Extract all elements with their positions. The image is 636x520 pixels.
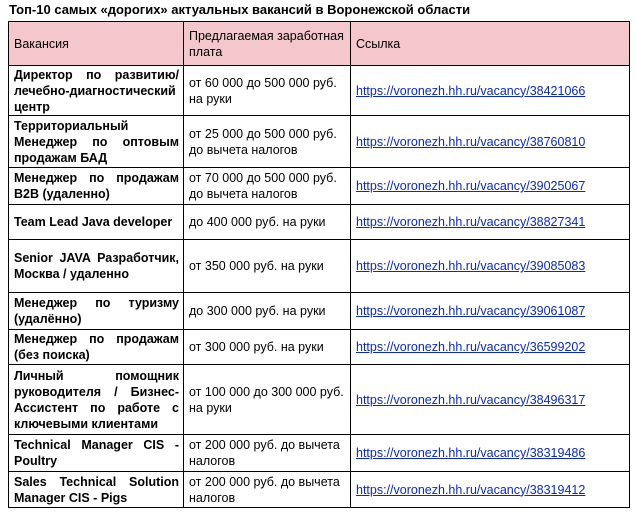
vacancy-link[interactable]: https://voronezh.hh.ru/vacancy/38760810	[356, 134, 586, 149]
vacancy-link[interactable]: https://voronezh.hh.ru/vacancy/36599202	[356, 340, 586, 354]
table-row	[9, 66, 630, 116]
vacancy-position: Sales Technical Solution Manager CIS - Pigs	[9, 472, 184, 508]
header-salary: Предлагаемая заработная плата	[184, 22, 351, 66]
table-row	[9, 472, 630, 508]
vacancy-salary: до 300 000 руб. на руки	[184, 293, 351, 330]
vacancy-position: Technical Manager CIS - Poultry	[9, 435, 184, 472]
vacancy-salary: от 200 000 руб. до вычета налогов	[184, 472, 351, 508]
table-row	[9, 435, 630, 472]
vacancy-link[interactable]: https://voronezh.hh.ru/vacancy/39025067	[356, 179, 586, 193]
page-title: Топ-10 самых «дорогих» актуальных вакансий в Воронежской области	[9, 2, 471, 17]
vacancy-salary: до 400 000 руб. на руки	[184, 205, 351, 240]
table-row	[9, 293, 630, 330]
table-row	[9, 330, 630, 365]
vacancy-position: Team Lead Java developer	[9, 205, 184, 240]
header-position: Вакансия	[9, 22, 184, 66]
header-row	[9, 22, 630, 66]
vacancy-position: Менеджер по продажам (без поиска)	[9, 330, 184, 365]
vacancy-salary: от 300 000 руб. на руки	[184, 330, 351, 365]
vacancy-position: Директор по развитию/лечебно-диагностический центр	[9, 66, 184, 116]
vacancy-link[interactable]: https://voronezh.hh.ru/vacancy/39061087	[356, 304, 586, 318]
vacancy-link[interactable]: https://voronezh.hh.ru/vacancy/38496317	[356, 392, 586, 407]
vacancy-salary: от 350 000 руб. на руки	[184, 240, 351, 293]
table-row	[9, 205, 630, 240]
table-row	[9, 365, 630, 435]
vacancy-link[interactable]: https://voronezh.hh.ru/vacancy/39085083	[356, 259, 586, 273]
vacancy-position: Менеджер по туризму (удалённо)	[9, 293, 184, 330]
vacancy-position: Территориальный Менеджер по оптовым продажам БАД	[9, 116, 184, 168]
vacancy-salary: от 200 000 руб. до вычета налогов	[184, 435, 351, 472]
vacancy-position: Senior JAVA Разработчик, Москва / удаленно	[9, 240, 184, 293]
table-row	[9, 168, 630, 205]
vacancy-salary: от 60 000 до 500 000 руб. на руки	[184, 66, 351, 116]
table-body	[9, 66, 630, 508]
vacancy-link[interactable]: https://voronezh.hh.ru/vacancy/38319412	[356, 482, 586, 497]
table-row	[9, 116, 630, 168]
table-row	[9, 240, 630, 293]
vacancy-salary: от 25 000 до 500 000 руб. до вычета налогов	[184, 116, 351, 168]
vacancy-position: Менеджер по продажам B2B (удаленно)	[9, 168, 184, 205]
vacancy-link[interactable]: https://voronezh.hh.ru/vacancy/38827341	[356, 215, 586, 229]
header-link: Ссылка	[351, 22, 630, 66]
vacancies-table	[8, 21, 630, 508]
vacancy-position: Личный помощник руководителя / Бизнес-Ассистент по работе с ключевыми клиентами	[9, 365, 184, 435]
table-header	[9, 22, 630, 66]
vacancy-link[interactable]: https://voronezh.hh.ru/vacancy/38319486	[356, 446, 586, 460]
vacancy-salary: от 100 000 до 300 000 руб. на руки	[184, 365, 351, 435]
vacancy-salary: от 70 000 до 500 000 руб. до вычета налогов	[184, 168, 351, 205]
vacancy-link[interactable]: https://voronezh.hh.ru/vacancy/38421066	[356, 83, 586, 98]
